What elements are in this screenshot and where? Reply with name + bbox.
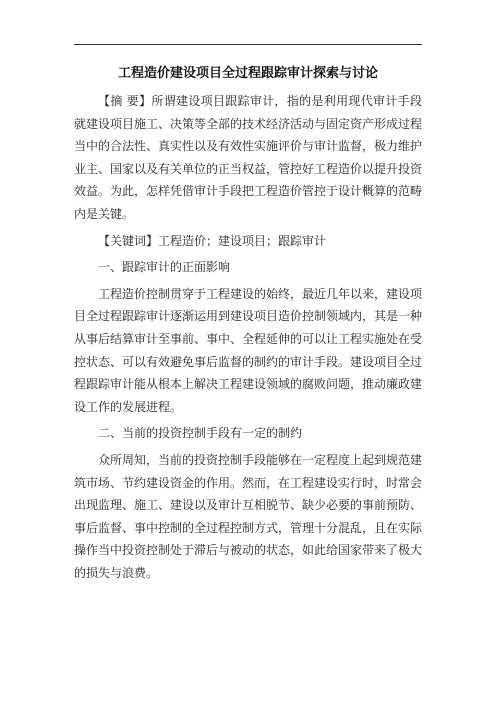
section-1-paragraph: 工程造价控制贯穿于工程建设的始终，最近几年以来，建设项目全过程跟踪审计逐渐运用到建设项目造价控制领域内，其是一种从事后结算审计至事前、事中、全程延伸的可以让工程实施处在受控状态、可以有效避免事后监督的制约的审计手段。建设项目全过程跟踪审计能从根本上解决工程建设领域的腐败问题，推动廉政建设工作的发展进程。 — [74, 286, 423, 414]
section-2-paragraph: 众所周知，当前的投资控制手段能够在一定程度上起到规范建筑市场、节约建设资金的作用。然而，在工程建设实行时，时常会出现监理、施工、建设以及审计互相脱节、缺少必要的事前预防、事后监督、事中控制的全过程控制方式，管理十分混乱，且在实际操作当中投资控制处于滞后与被动的状态，如此给国家带来了极大的损失与浪费。 — [74, 452, 423, 580]
document-title: 工程造价建设项目全过程跟踪审计探索与讨论 — [117, 66, 378, 81]
header-rule — [74, 44, 422, 45]
abstract-paragraph: 【摘 要】所谓建设项目跟踪审计，指的是利用现代审计手段就建设项目施工、决策等全部的技术经济活动与固定资产形成过程当中的合法性、真实性以及有效性实施评价与审计监督，极力维护业主、国家以及有关单位的正当权益，管控好工程造价以提升投资效益。为此，怎样凭借审计手段把工程造价管控于设计概算的范畴内是关键。 — [74, 94, 423, 221]
section-2-heading: 二、当前的投资控制手段有一定的制约 — [98, 426, 303, 441]
document-body — [74, 90, 422, 588]
section-1-heading: 一、跟踪审计的正面影响 — [98, 260, 231, 275]
keywords-paragraph: 【关键词】工程造价；建设项目；跟踪审计 — [98, 233, 327, 248]
